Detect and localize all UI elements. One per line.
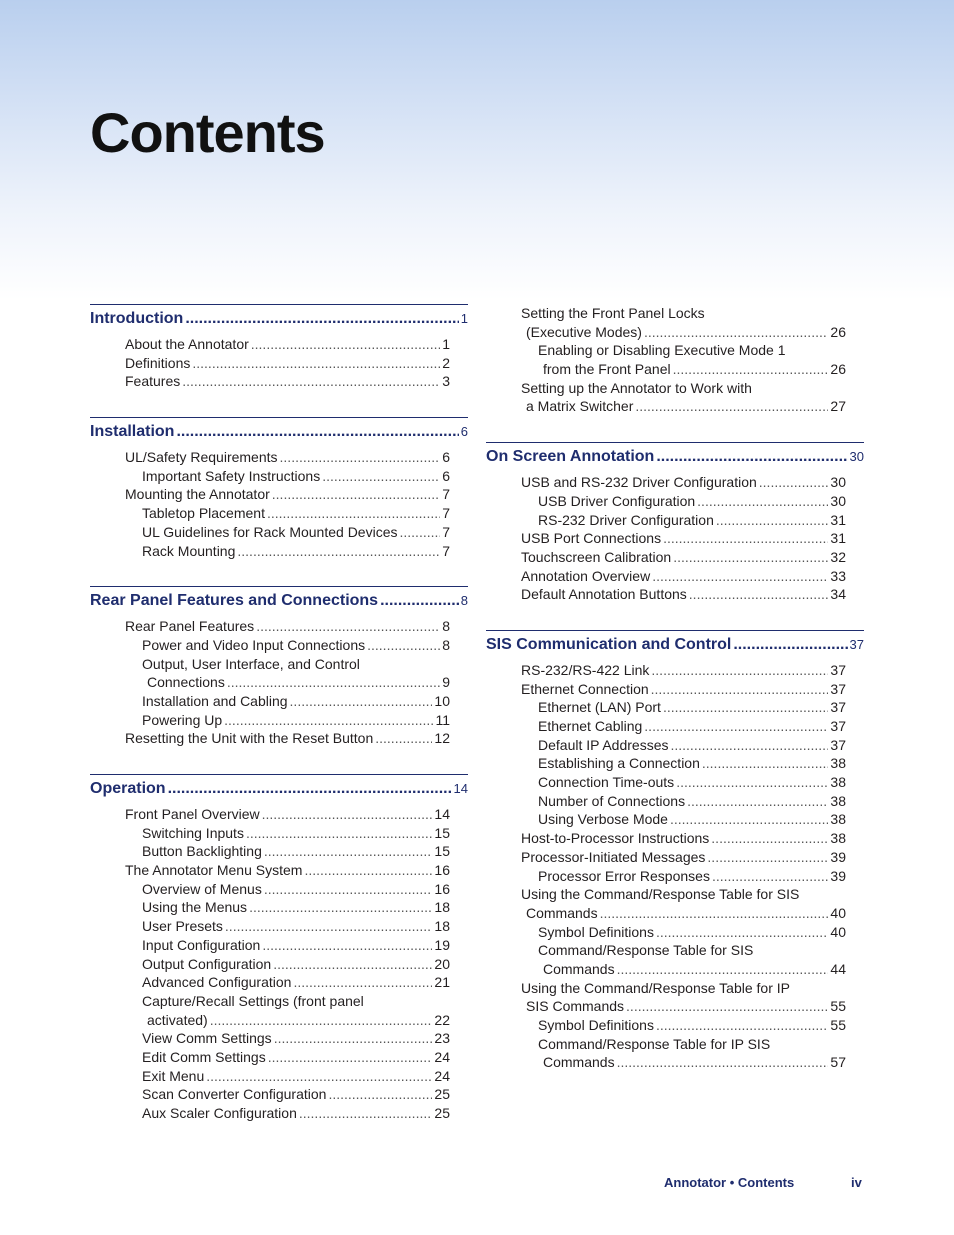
toc-entry[interactable]: Using the Command/Response Table for IP: [521, 979, 790, 996]
toc-entry-page: 7: [442, 505, 450, 522]
dot-leader: [689, 585, 829, 604]
toc-entry-title: Aux Scaler Configuration: [142, 1105, 297, 1121]
toc-entry-page: 33: [830, 567, 846, 584]
dot-leader: [656, 445, 847, 469]
toc-entry[interactable]: [90, 955, 450, 974]
dot-leader: [687, 792, 828, 811]
toc-entry-title: from the Front Panel: [543, 361, 671, 378]
toc-entry-title: Exit Menu: [142, 1067, 205, 1084]
toc-entry[interactable]: [90, 636, 450, 655]
toc-entry-title: Features: [125, 373, 181, 390]
toc-entry-page: 9: [442, 674, 450, 691]
toc-entry-title: Rear Panel Features: [125, 618, 255, 635]
toc-entry-page: 18: [434, 899, 450, 916]
toc-entry[interactable]: Enabling or Disabling Executive Mode 1: [538, 342, 786, 359]
toc-entry-page: 44: [830, 960, 846, 977]
toc-entry-title: (Executive Modes): [526, 323, 642, 340]
toc-entry-page: 32: [830, 548, 846, 565]
toc-entry-page: 23: [434, 1030, 450, 1047]
toc-entry[interactable]: [90, 1104, 450, 1123]
dot-leader: [600, 904, 829, 923]
toc-section-title: SIS Communication and Control: [486, 635, 732, 653]
dot-leader: [249, 898, 432, 917]
toc-section-page: 6: [460, 424, 468, 440]
toc-entry-title: Rack Mounting: [142, 542, 236, 559]
toc-section-page: 37: [849, 636, 864, 652]
toc-section-page: 8: [460, 593, 468, 609]
toc-column-right: [486, 304, 864, 1098]
toc-entry-page: 37: [830, 736, 846, 753]
dot-leader: [176, 420, 458, 444]
toc-entry-page: 21: [434, 974, 450, 991]
toc-entry-page: 38: [830, 811, 846, 828]
toc-entry-title: Ethernet Connection: [521, 680, 649, 697]
toc-entry-title: Establishing a Connection: [538, 755, 700, 772]
toc-entry-page: 24: [434, 1067, 450, 1084]
toc-entry-title: Important Safety Instructions: [142, 467, 321, 484]
toc-column-left: [90, 304, 468, 1149]
dot-leader: [206, 1067, 432, 1086]
toc-entry-page: 14: [434, 806, 450, 822]
toc-entry[interactable]: [486, 736, 846, 755]
footer-label: Annotator • Contents: [664, 1175, 795, 1190]
toc-entry-title: Default Annotation Buttons: [521, 586, 687, 603]
toc-entry[interactable]: [90, 354, 450, 373]
toc-entry[interactable]: [486, 661, 846, 680]
toc-entry[interactable]: [486, 792, 846, 811]
toc-entry[interactable]: [486, 810, 846, 829]
toc-entry-title: Overview of Menus: [142, 880, 262, 897]
toc-entry[interactable]: [486, 680, 846, 699]
dot-leader: [225, 917, 433, 936]
dot-leader: [644, 323, 828, 342]
toc-entry-page: 8: [442, 636, 450, 653]
toc-entry[interactable]: [90, 467, 450, 486]
toc-entry[interactable]: [90, 673, 450, 692]
toc-entry[interactable]: [486, 867, 846, 886]
toc-entry-page: 24: [434, 1048, 450, 1065]
dot-leader: [210, 1011, 433, 1030]
toc-entry-title: Commands: [543, 960, 615, 977]
toc-entry[interactable]: [486, 323, 846, 342]
dot-leader: [328, 1085, 432, 1104]
toc-section-heading[interactable]: [486, 442, 864, 471]
dot-leader: [304, 861, 432, 880]
dot-leader: [293, 973, 432, 992]
toc-entry[interactable]: [90, 936, 450, 955]
toc-entry-title: Advanced Configuration: [142, 974, 292, 991]
dot-leader: [256, 617, 440, 636]
toc-entry-page: 16: [434, 880, 450, 897]
toc-entry-title: Output Configuration: [142, 955, 272, 972]
toc-entry-title: Symbol Definitions: [538, 1017, 654, 1033]
toc-entry-title: Ethernet (LAN) Port: [538, 699, 661, 716]
toc-entry[interactable]: [90, 917, 450, 936]
toc-section-page: 1: [460, 311, 468, 326]
toc-entry[interactable]: [486, 585, 846, 604]
toc-section: [90, 586, 468, 748]
dot-leader: [367, 636, 440, 655]
toc-entry-title: View Comm Settings: [142, 1030, 272, 1047]
toc-entry-title: Processor Error Responses: [538, 867, 710, 884]
toc-continued-entries: [486, 304, 864, 416]
toc-entry[interactable]: Setting the Front Panel Locks: [521, 305, 705, 321]
toc-entry-title: Installation and Cabling: [142, 692, 288, 709]
toc-entry[interactable]: [90, 1029, 450, 1048]
toc-entry[interactable]: [90, 880, 450, 899]
dot-leader: [716, 511, 829, 530]
toc-entry-page: 38: [830, 755, 846, 772]
toc-entry[interactable]: [486, 397, 846, 416]
toc-entry-page: 38: [830, 774, 846, 791]
toc-entry[interactable]: [486, 773, 846, 792]
toc-entry-title: Host-to-Processor Instructions: [521, 830, 710, 847]
toc-section-title: Operation: [90, 780, 166, 797]
toc-entry-page: 40: [830, 904, 846, 921]
toc-entry-page: 25: [434, 1086, 450, 1103]
toc-entry-page: 12: [434, 730, 450, 747]
toc-entry-title: Number of Connections: [538, 792, 686, 809]
toc-entry-title: Button Backlighting: [142, 843, 262, 860]
toc-entry-title: Using Verbose Mode: [538, 811, 668, 828]
toc-section-heading[interactable]: [90, 417, 468, 446]
dot-leader: [733, 633, 847, 657]
toc-entry[interactable]: [90, 335, 450, 354]
dot-leader: [702, 754, 829, 773]
toc-entry-title: Power and Video Input Connections: [142, 636, 366, 653]
dot-leader: [264, 880, 433, 899]
toc-section: [486, 442, 864, 604]
toc-entry[interactable]: [90, 617, 450, 636]
toc-entry-page: 22: [434, 1011, 450, 1028]
toc-entry[interactable]: Using the Command/Response Table for SIS: [521, 886, 800, 903]
toc-entry[interactable]: [486, 1016, 846, 1035]
dot-leader: [380, 589, 459, 613]
dot-leader: [290, 692, 433, 711]
dot-leader: [168, 777, 452, 801]
toc-entry-page: 1: [442, 336, 450, 352]
dot-leader: [246, 824, 432, 843]
toc-entry-title: USB Port Connections: [521, 530, 662, 547]
toc-entry[interactable]: [486, 754, 846, 773]
toc-entry-title: RS-232/RS-422 Link: [521, 661, 650, 678]
toc-entry-page: 40: [830, 923, 846, 940]
toc-entry[interactable]: [486, 923, 846, 942]
toc-entry-title: activated): [147, 1011, 208, 1028]
toc-entry-page: 7: [442, 486, 450, 503]
toc-section-title: Rear Panel Features and Connections: [90, 592, 379, 610]
toc-entry[interactable]: [486, 511, 846, 530]
toc-entry[interactable]: [90, 692, 450, 711]
toc-entry-page: 39: [830, 848, 846, 865]
toc-entry[interactable]: [90, 805, 450, 824]
footer-page-number: iv: [851, 1175, 862, 1190]
dot-leader: [656, 1016, 828, 1035]
toc-entry-page: 6: [442, 449, 450, 466]
toc-entry[interactable]: [486, 904, 846, 923]
toc-entry[interactable]: Capture/Recall Settings (front panel: [142, 992, 364, 1009]
toc-entry-page: 38: [830, 830, 846, 847]
toc-entry[interactable]: [486, 960, 846, 979]
toc-entry-title: UL/Safety Requirements: [125, 449, 278, 466]
toc-entry-list: [90, 446, 468, 560]
toc-entry[interactable]: Command/Response Table for IP SIS: [538, 1035, 771, 1052]
toc-entry-page: 6: [442, 467, 450, 484]
toc-entry-title: Processor-Initiated Messages: [521, 848, 706, 865]
toc-entry-list: [90, 803, 468, 1123]
toc-entry-page: 8: [442, 618, 450, 635]
toc-entry-page: 2: [442, 354, 450, 371]
dot-leader: [262, 936, 432, 955]
toc-entry-title: RS-232 Driver Configuration: [538, 511, 714, 528]
toc-entry[interactable]: [486, 848, 846, 867]
toc-entry-page: 20: [434, 955, 450, 972]
toc-entry-page: 7: [442, 523, 450, 540]
dot-leader: [272, 485, 440, 504]
toc-entry-page: 37: [830, 699, 846, 716]
dot-leader: [182, 372, 440, 391]
toc-entry-title: Using the Menus: [142, 899, 248, 916]
toc-entry[interactable]: Command/Response Table for SIS: [538, 942, 754, 959]
dot-leader: [651, 680, 829, 699]
toc-entry-page: 11: [435, 711, 450, 728]
toc-entry-page: 34: [830, 586, 846, 603]
toc-entry-title: Mounting the Annotator: [125, 486, 270, 503]
toc-entry-title: Resetting the Unit with the Reset Button: [125, 730, 374, 747]
toc-entry[interactable]: [90, 523, 450, 542]
toc-entry[interactable]: [486, 717, 846, 736]
toc-entry-title: Powering Up: [142, 711, 223, 728]
toc-entry-page: 55: [830, 998, 846, 1015]
toc-entry[interactable]: [90, 729, 450, 748]
toc-section-page: 30: [849, 449, 864, 465]
toc-section-title: On Screen Annotation: [486, 448, 655, 466]
toc-section-title: Introduction: [90, 310, 184, 327]
toc-entry-title: Connections: [147, 674, 225, 691]
toc-entry-list: [486, 471, 864, 604]
toc-entry-list: [90, 615, 468, 748]
dot-leader: [656, 923, 828, 942]
toc-entry[interactable]: [486, 473, 846, 492]
dot-leader: [707, 848, 828, 867]
toc-entry-page: 26: [830, 361, 846, 378]
toc-entry-page: 37: [830, 680, 846, 697]
dot-leader: [697, 492, 828, 511]
toc-entry[interactable]: [90, 448, 450, 467]
dot-leader: [280, 448, 441, 467]
dot-leader: [670, 736, 828, 755]
dot-leader: [651, 661, 828, 680]
dot-leader: [262, 805, 433, 824]
toc-entry-list: [90, 333, 468, 391]
toc-entry-title: The Annotator Menu System: [125, 862, 303, 879]
toc-entry[interactable]: [90, 842, 450, 861]
toc-entry-page: 30: [830, 474, 846, 491]
toc-entry[interactable]: [90, 1048, 450, 1067]
toc-entry-title: Input Configuration: [142, 936, 261, 953]
toc-entry-title: Front Panel Overview: [125, 806, 260, 822]
toc-entry[interactable]: [90, 861, 450, 880]
toc-entry-page: 15: [434, 843, 450, 860]
dot-leader: [268, 1048, 433, 1067]
dot-leader: [635, 397, 828, 416]
dot-leader: [322, 467, 440, 486]
toc-entry[interactable]: [90, 824, 450, 843]
toc-entry-page: 26: [830, 323, 846, 340]
dot-leader: [617, 1053, 829, 1072]
toc-entry[interactable]: [90, 372, 450, 391]
toc-entry-title: Connection Time-outs: [538, 774, 675, 791]
dot-leader: [663, 698, 828, 717]
toc-entry[interactable]: [90, 711, 450, 730]
toc-entry-page: 19: [434, 936, 450, 953]
toc-section-heading[interactable]: [90, 304, 468, 333]
toc-entry[interactable]: [90, 1067, 450, 1086]
toc-entry[interactable]: [90, 542, 450, 561]
toc-entry[interactable]: [90, 973, 450, 992]
toc-entry-page: 55: [830, 1017, 846, 1033]
dot-leader: [644, 717, 828, 736]
toc-entry[interactable]: [90, 485, 450, 504]
toc-entry-page: 16: [434, 862, 450, 879]
toc-entry-page: 27: [830, 398, 846, 415]
toc-section: [90, 304, 468, 391]
toc-entry-title: Definitions: [125, 354, 191, 371]
toc-entry-page: 37: [830, 661, 846, 678]
toc-entry-page: 39: [830, 867, 846, 884]
toc-section-heading[interactable]: [90, 586, 468, 615]
toc-entry[interactable]: [486, 567, 846, 586]
page-title: Contents: [90, 101, 325, 164]
toc-entry[interactable]: [486, 360, 846, 379]
toc-entry-page: 3: [442, 373, 450, 390]
toc-entry-page: 31: [830, 530, 846, 547]
toc-section: [486, 630, 864, 1072]
toc-entry[interactable]: [486, 829, 846, 848]
toc-entry-title: a Matrix Switcher: [526, 398, 634, 415]
dot-leader: [676, 773, 828, 792]
dot-leader: [273, 955, 432, 974]
toc-entry-page: 30: [830, 492, 846, 509]
toc-entry-title: Commands: [526, 904, 598, 921]
toc-entry-title: USB Driver Configuration: [538, 492, 696, 509]
toc-entry[interactable]: [486, 698, 846, 717]
toc-entry[interactable]: Setting up the Annotator to Work with: [521, 379, 752, 396]
toc-entry-title: Ethernet Cabling: [538, 718, 643, 734]
toc-entry-page: 10: [434, 692, 450, 709]
toc-entry[interactable]: [90, 1085, 450, 1104]
toc-entry[interactable]: [486, 548, 846, 567]
toc-entry-page: 31: [830, 511, 846, 528]
toc-entry-page: 25: [434, 1105, 450, 1121]
toc-entry-list: [486, 659, 864, 1072]
toc-entry-page: 57: [830, 1054, 846, 1071]
toc-section-heading[interactable]: [90, 774, 468, 803]
toc-entry-title: Default IP Addresses: [538, 736, 669, 753]
toc-entry[interactable]: [90, 1011, 450, 1030]
toc-entry-title: Touchscreen Calibration: [521, 548, 672, 565]
dot-leader: [237, 542, 440, 561]
dot-leader: [267, 504, 440, 523]
dot-leader: [626, 997, 828, 1016]
toc-entry-title: Edit Comm Settings: [142, 1048, 266, 1065]
toc-section: [90, 774, 468, 1123]
toc-entry[interactable]: [486, 1053, 846, 1072]
toc-entry-page: 38: [830, 792, 846, 809]
toc-entry-title: Scan Converter Configuration: [142, 1086, 327, 1103]
toc-entry-page: 7: [442, 542, 450, 559]
dot-leader: [299, 1104, 433, 1123]
toc-entry-title: SIS Commands: [526, 998, 625, 1015]
toc-entry-title: Commands: [543, 1054, 615, 1071]
toc-entry-title: Tabletop Placement: [142, 505, 265, 522]
dot-leader: [673, 360, 829, 379]
toc-entry-title: Switching Inputs: [142, 824, 244, 841]
toc-entry[interactable]: [486, 997, 846, 1016]
dot-leader: [617, 960, 829, 979]
toc-section-title: Installation: [90, 423, 175, 441]
dot-leader: [673, 548, 828, 567]
dot-leader: [375, 729, 432, 748]
dot-leader: [652, 567, 828, 586]
toc-entry[interactable]: Output, User Interface, and Control: [142, 655, 360, 672]
dot-leader: [224, 711, 433, 730]
toc-entry[interactable]: [90, 898, 450, 917]
toc-section-heading[interactable]: [486, 630, 864, 659]
dot-leader: [264, 842, 433, 861]
toc-entry[interactable]: [486, 492, 846, 511]
toc-section-page: 14: [453, 781, 468, 796]
dot-leader: [712, 867, 828, 886]
toc-entry-page: 18: [434, 918, 450, 935]
toc-entry-page: 37: [830, 718, 846, 734]
toc-entry-page: 15: [434, 824, 450, 841]
dot-leader: [192, 354, 440, 373]
dot-leader: [185, 307, 458, 331]
toc-entry-title: Annotation Overview: [521, 567, 651, 584]
dot-leader: [400, 523, 441, 542]
toc-section: [90, 417, 468, 560]
dot-leader: [711, 829, 828, 848]
dot-leader: [227, 673, 440, 692]
toc-entry-title: User Presets: [142, 918, 223, 935]
toc-entry[interactable]: [90, 504, 450, 523]
toc-entry-title: Symbol Definitions: [538, 923, 654, 940]
dot-leader: [663, 529, 828, 548]
dot-leader: [670, 810, 828, 829]
toc-entry-title: USB and RS-232 Driver Configuration: [521, 474, 757, 491]
toc-entry-title: UL Guidelines for Rack Mounted Devices: [142, 523, 398, 540]
dot-leader: [251, 335, 440, 354]
toc-entry-title: About the Annotator: [125, 336, 249, 352]
toc-entry[interactable]: [486, 529, 846, 548]
dot-leader: [759, 473, 829, 492]
dot-leader: [274, 1029, 433, 1048]
